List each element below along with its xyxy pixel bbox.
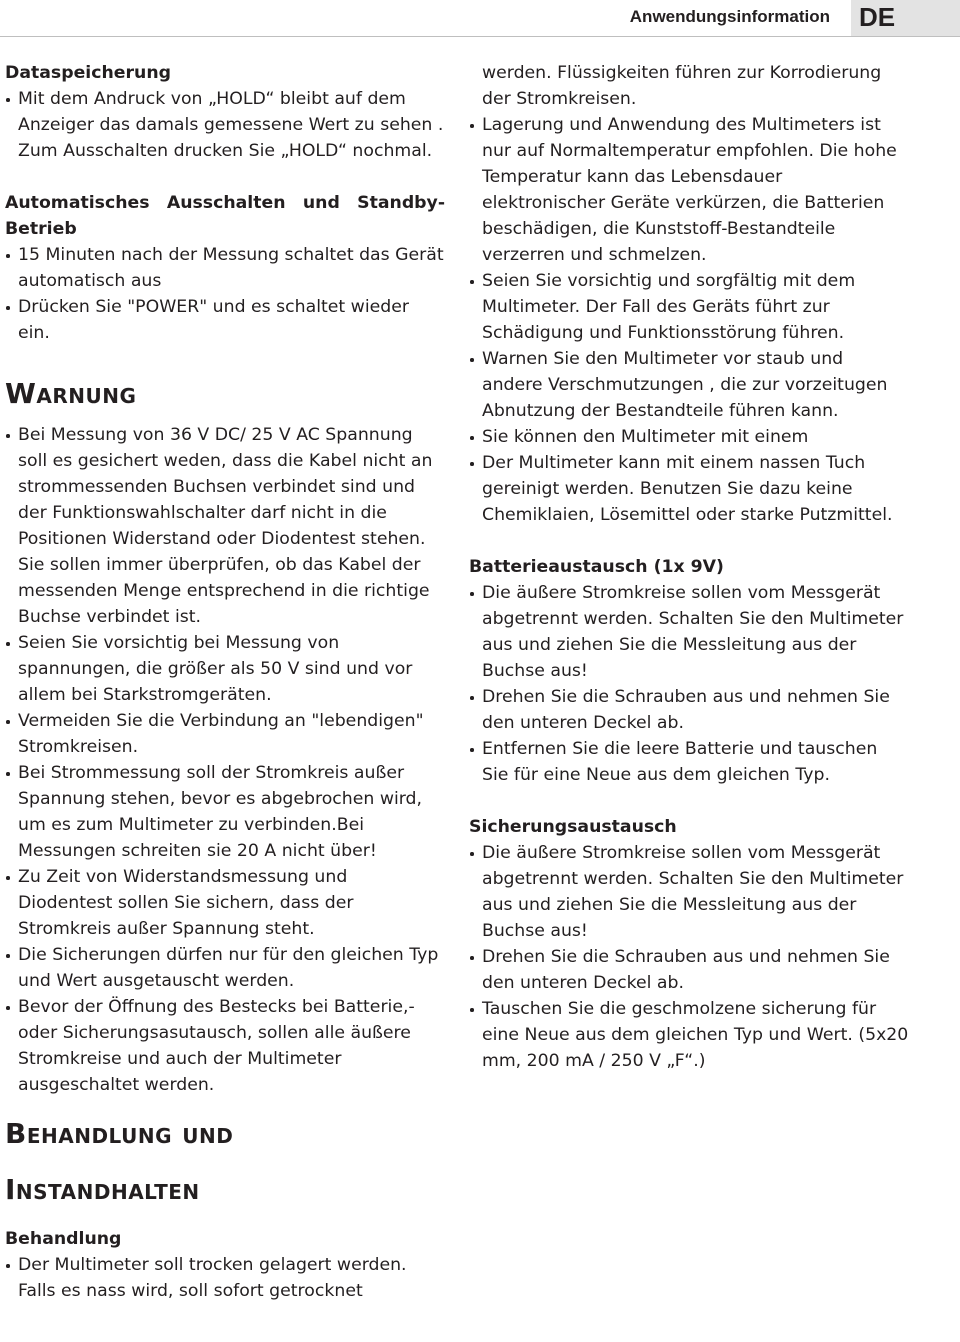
page-header <box>0 0 960 38</box>
list-item: Tauschen Sie die geschmolzene sicherung für eine Neue aus dem gleichen Typ und Wert. (5x20 mm, 200 mA / 250 V „F“.) <box>469 996 909 1074</box>
list-item: Zu Zeit von Widerstandsmessung und Diodentest sollen Sie sichern, dass der Stromkreis außer Spannung steht. <box>5 864 445 942</box>
behandlung-continuation: werden. Flüssigkeiten führen zur Korrodierung der Stromkreisen. <box>482 63 882 109</box>
list-item: Der Multimeter soll trocken gelagert werden. Falls es nass wird, soll sofort getrocknet <box>5 1252 445 1304</box>
list-item: Die Sicherungen dürfen nur für den gleichen Typ und Wert ausgetauscht werden. <box>5 942 445 994</box>
heading-behandlung-title-line2: Instandhalten <box>5 1173 200 1206</box>
heading-behandlung-title-line1: Behandlung und <box>5 1117 234 1150</box>
list-item: Entfernen Sie die leere Batterie und tauschen Sie für eine Neue aus dem gleichen Typ. <box>469 736 909 788</box>
list-auto-aus <box>5 242 445 346</box>
list-item: Vermeiden Sie die Verbindung an "lebendigen" Stromkreisen. <box>5 708 445 760</box>
list-item: Lagerung und Anwendung des Multimeters ist nur auf Normaltemperatur empfohlen. Die hohe Temperatur kann das Lebensdauer elektronischer Geräte verkürzen, die Batterien beschädigen, die Kunststoff-Bestandteile verzerren und schmelzen. <box>469 112 909 268</box>
list-item: Bei Messung von 36 V DC/ 25 V AC Spannung soll es gesichert weden, dass die Kabel nicht an strommessenden Buchsen verbindet sind und der Funktionswahlschalter darf nicht in die Positionen Widerstand oder Diodentest stehen. Sie sollen immer überprüfen, ob das Kabel der messenden Menge entsprechend in die richtige Buchse verbindet ist. <box>5 422 445 630</box>
language-badge <box>851 0 960 36</box>
list-item: Drehen Sie die Schrauben aus und nehmen Sie den unteren Deckel ab. <box>469 684 909 736</box>
list-batterieaustausch <box>469 580 909 788</box>
heading-warnung: Warnung <box>5 377 137 410</box>
heading-auto-aus-line1: Automatisches Ausschalten und Standby- <box>5 193 445 213</box>
heading-sicherungsaustausch: Sicherungsaustausch <box>469 817 677 837</box>
heading-auto-aus-line2: Betrieb <box>5 219 77 239</box>
list-item: Drehen Sie die Schrauben aus und nehmen Sie den unteren Deckel ab. <box>469 944 909 996</box>
list-item: Seien Sie vorsichtig bei Messung von spannungen, die größer als 50 V sind und vor allem bei Starkstromgeräten. <box>5 630 445 708</box>
language-code: DE <box>859 2 896 32</box>
header-divider <box>0 36 960 37</box>
right-column <box>469 60 909 1074</box>
list-item: Die äußere Stromkreise sollen vom Messgerät abgetrennt werden. Schalten Sie den Multimeter aus und ziehen Sie die Messleitung aus der Buchse aus! <box>469 580 909 684</box>
list-item: Sie können den Multimeter mit einem <box>469 424 909 450</box>
list-item: Warnen Sie den Multimeter vor staub und andere Verschmutzungen , die zur vorzeitugen Abnutzung der Bestandteile führen kann. <box>469 346 909 424</box>
heading-behandlung: Behandlung <box>5 1229 122 1249</box>
list-item: Die äußere Stromkreise sollen vom Messgerät abgetrennt werden. Schalten Sie den Multimeter aus und ziehen Sie die Messleitung aus der Buchse aus! <box>469 840 909 944</box>
list-behandlung-cont <box>469 112 909 528</box>
left-column <box>5 60 445 1304</box>
list-warnung <box>5 422 445 1098</box>
list-item: 15 Minuten nach der Messung schaltet das Gerät automatisch aus <box>5 242 445 294</box>
heading-dataspeicherung: Dataspeicherung <box>5 63 171 83</box>
heading-batterieaustausch: Batterieaustausch (1x 9V) <box>469 557 724 577</box>
list-item: Seien Sie vorsichtig und sorgfältig mit dem Multimeter. Der Fall des Geräts führt zur Schädigung und Funktionsstörung führen. <box>469 268 909 346</box>
list-item: Bei Strommessung soll der Stromkreis außer Spannung stehen, bevor es abgebrochen wird, um es zum Multimeter zu verbinden.Bei Messungen schreiten sie 20 A nicht über! <box>5 760 445 864</box>
list-item: Mit dem Andruck von „HOLD“ bleibt auf dem Anzeiger das damals gemessene Wert zu sehen . Zum Ausschalten drucken Sie „HOLD“ nochmal. <box>5 86 445 164</box>
list-item: Bevor der Öffnung des Bestecks bei Batterie,-oder Sicherungsasutausch, sollen alle äußere Stromkreise und auch der Multimeter ausgeschaltet werden. <box>5 994 445 1098</box>
list-behandlung <box>5 1252 445 1304</box>
header-title: Anwendungsinformation <box>629 7 830 26</box>
list-sicherungsaustausch <box>469 840 909 1074</box>
list-item: Drücken Sie "POWER" und es schaltet wieder ein. <box>5 294 445 346</box>
list-item: Der Multimeter kann mit einem nassen Tuch gereinigt werden. Benutzen Sie dazu keine Chemiklaien, Lösemittel oder starke Putzmittel. <box>469 450 909 528</box>
list-dataspeicherung <box>5 86 445 164</box>
